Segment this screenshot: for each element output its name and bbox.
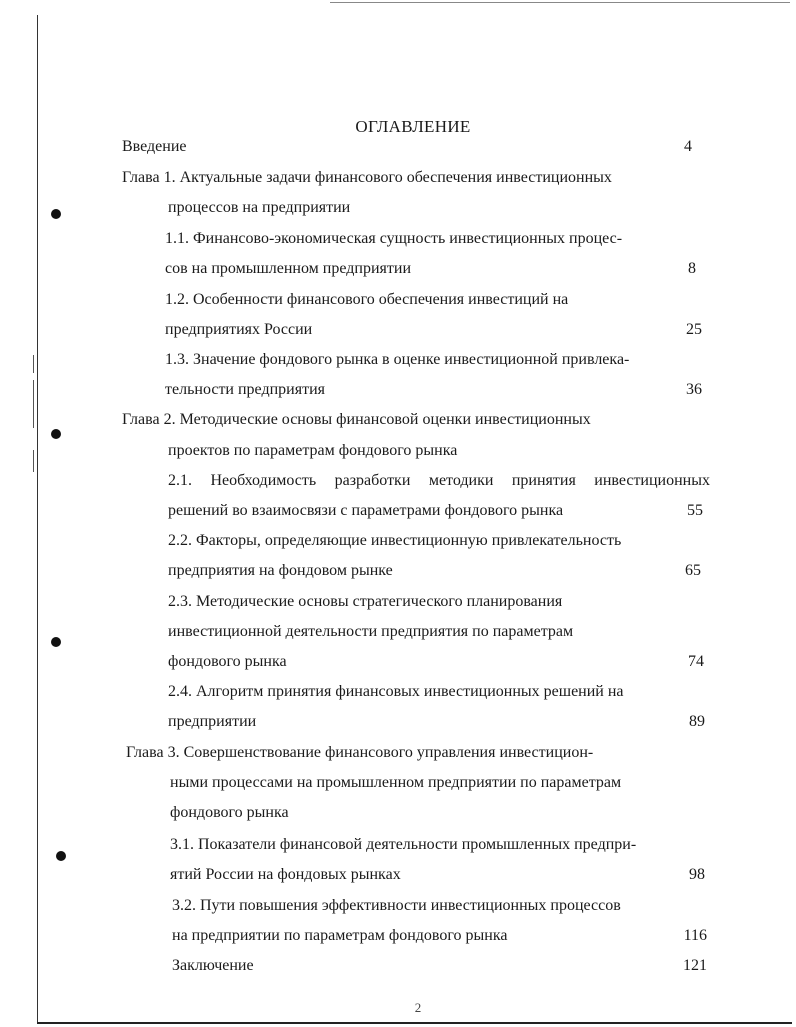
- scan-mark: [33, 380, 34, 428]
- binder-hole-icon: [56, 851, 66, 861]
- toc-chapter-3-cont2: фондового рынка: [170, 804, 289, 821]
- toc-section-2-3-cont2: фондового рынка: [168, 653, 287, 670]
- toc-page-conclusion: 121: [683, 957, 707, 974]
- toc-page-3-2: 116: [683, 927, 707, 944]
- page-number: 2: [414, 1000, 422, 1015]
- toc-page-1-2: 25: [686, 321, 702, 338]
- toc-chapter-3: Глава 3. Совершенствование финансового управления инвестицион-: [126, 744, 594, 761]
- toc-section-2-1: 2.1. Необходимость разработки методики принятия инвестиционных: [168, 472, 710, 489]
- toc-chapter-2-cont: проектов по параметрам фондового рынка: [168, 442, 458, 459]
- toc-entry-conclusion: Заключение: [172, 957, 254, 974]
- toc-section-1-2-cont: предприятиях России: [165, 321, 313, 338]
- binder-hole-icon: [51, 637, 61, 647]
- toc-page-2-2: 65: [685, 562, 701, 579]
- binder-hole-icon: [51, 429, 61, 439]
- toc-section-2-3: 2.3. Методические основы стратегического планирования: [168, 593, 563, 610]
- toc-section-2-4-cont: предприятии: [168, 713, 257, 730]
- toc-section-2-2: 2.2. Факторы, определяющие инвестиционную привлекательность: [168, 532, 622, 549]
- toc-section-1-3-cont: тельности предприятия: [165, 381, 325, 398]
- toc-section-2-1-cont: решений во взаимосвязи с параметрами фондового рынка: [168, 502, 564, 519]
- toc-section-3-1-cont: ятий России на фондовых рынках: [170, 866, 401, 883]
- toc-page-2-3: 74: [688, 653, 704, 670]
- toc-section-1-1-cont: сов на промышленном предприятии: [165, 260, 411, 277]
- toc-chapter-2: Глава 2. Методические основы финансовой оценки инвестиционных: [122, 411, 591, 428]
- toc-page-1-1: 8: [688, 260, 696, 277]
- toc-chapter-1: Глава 1. Актуальные задачи финансового обеспечения инвестиционных: [122, 169, 612, 186]
- toc-section-2-3-cont: инвестиционной деятельности предприятия по параметрам: [168, 623, 574, 640]
- toc-section-1-1: 1.1. Финансово-экономическая сущность инвестиционных процес-: [165, 230, 623, 247]
- toc-section-1-3: 1.3. Значение фондового рынка в оценке инвестиционной привлека-: [165, 351, 630, 368]
- toc-page-2-1: 55: [687, 502, 703, 519]
- scan-bottom-edge: [37, 1022, 792, 1024]
- toc-page-3-1: 98: [689, 866, 705, 883]
- binder-hole-icon: [51, 209, 61, 219]
- scan-left-edge: [37, 15, 38, 1023]
- toc-entry-intro: Введение: [122, 138, 187, 155]
- toc-section-2-4: 2.4. Алгоритм принятия финансовых инвестиционных решений на: [168, 683, 624, 700]
- toc-chapter-1-cont: процессов на предприятии: [168, 199, 351, 216]
- toc-section-3-2-cont: на предприятии по параметрам фондового рынка: [172, 927, 508, 944]
- page-title: ОГЛАВЛЕНИЕ: [355, 117, 471, 136]
- scan-top-edge: [330, 2, 790, 3]
- toc-page-2-4: 89: [689, 713, 705, 730]
- toc-chapter-3-cont: ными процессами на промышленном предприятии по параметрам: [170, 774, 622, 791]
- toc-section-3-1: 3.1. Показатели финансовой деятельности промышленных предпри-: [170, 836, 637, 853]
- toc-page-1-3: 36: [686, 381, 702, 398]
- toc-section-2-2-cont: предприятия на фондовом рынке: [168, 562, 393, 579]
- toc-section-1-2: 1.2. Особенности финансового обеспечения инвестиций на: [165, 291, 569, 308]
- scan-mark: [33, 355, 34, 373]
- toc-page-intro: 4: [684, 138, 692, 155]
- scan-mark: [33, 450, 34, 472]
- toc-section-3-2: 3.2. Пути повышения эффективности инвестиционных процессов: [172, 897, 621, 914]
